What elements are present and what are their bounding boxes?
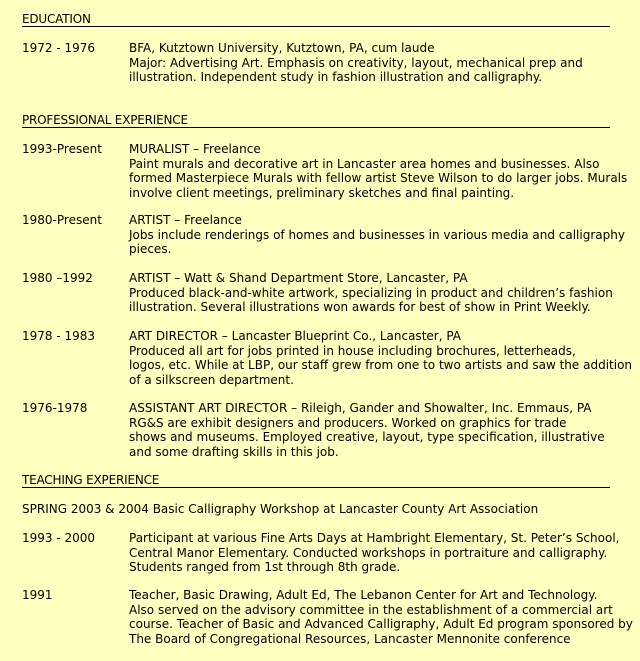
entry-date: 1993-Present xyxy=(22,142,102,156)
entry-line: involve client meetings, preliminary sketches and final painting. xyxy=(129,185,515,200)
entry-line: illustration. Several illustrations won awards for best of show in Print Weekly. xyxy=(129,300,591,314)
entry-date: 1978 - 1983 xyxy=(22,329,96,343)
entry-description xyxy=(129,401,622,459)
entry-line: logos, etc. While at LBP, our staff grew from one to two artists and saw the addition xyxy=(129,358,633,372)
entry-line: ARTIST – Watt & Shand Department Store, Lancaster, PA xyxy=(129,271,468,285)
teaching-intro: SPRING 2003 & 2004 Basic Calligraphy Workshop at Lancaster County Art Association xyxy=(22,502,539,516)
entry-line: of a silkscreen department. xyxy=(129,372,294,387)
entry-line: Also served on the advisory committee in the establishment of a commercial art xyxy=(129,602,613,617)
entry-line: Teacher, Basic Drawing, Adult Ed, The Lebanon Center for Art and Technology. xyxy=(129,588,598,602)
entry-description xyxy=(129,588,633,646)
entry-date: 1980 –1992 xyxy=(22,271,93,285)
entry-line: Participant at various Fine Arts Days at Hambright Elementary, St. Peter’s School, xyxy=(129,531,620,545)
entry-date: 1980-Present xyxy=(22,213,102,227)
entry-line: course. Teacher of Basic and Advanced Calligraphy, Adult Ed program sponsored by xyxy=(129,617,633,631)
entry-line: ART DIRECTOR – Lancaster Blueprint Co., Lancaster, PA xyxy=(129,329,462,343)
entry-line: pieces. xyxy=(129,242,172,256)
entry-line: Major: Advertising Art. Emphasis on creativity, layout, mechanical prep and xyxy=(129,55,583,70)
entry-line: Produced black-and-white artwork, specializing in product and children’s fashion xyxy=(129,285,613,300)
entry-line: Produced all art for jobs printed in house including brochures, letterheads, xyxy=(129,343,576,358)
entry-description xyxy=(129,142,628,200)
entry-date: 1991 xyxy=(22,588,53,602)
entry-line: ARTIST – Freelance xyxy=(129,213,242,227)
entry-line: Jobs include renderings of homes and businesses in various media and calligraphy xyxy=(129,227,625,242)
entry-line: MURALIST – Freelance xyxy=(129,142,261,156)
entry-line: The Board of Congregational Resources, Lancaster Mennonite conference xyxy=(129,631,571,646)
entry-date: 1976-1978 xyxy=(22,401,88,415)
section-heading-education: EDUCATION xyxy=(22,12,610,27)
entry-line: Paint murals and decorative art in Lancaster area homes and businesses. Also xyxy=(129,156,600,171)
entry-line: shows and museums. Employed creative, layout, type specification, illustrative xyxy=(129,430,605,444)
entry-line: RG&S are exhibit designers and producers. Worked on graphics for trade xyxy=(129,415,567,430)
entry-line: formed Masterpiece Murals with fellow artist Steve Wilson to do larger jobs. Murals xyxy=(129,171,628,185)
entry-description xyxy=(129,213,625,257)
entry-line: Central Manor Elementary. Conducted workshops in portraiture and calligraphy. xyxy=(129,545,608,560)
entry-line: illustration. Independent study in fashion illustration and calligraphy. xyxy=(129,70,543,84)
entry-description xyxy=(129,329,633,387)
section-heading-professional: PROFESSIONAL EXPERIENCE xyxy=(22,113,610,128)
entry-line: ASSISTANT ART DIRECTOR – Rileigh, Gander and Showalter, Inc. Emmaus, PA xyxy=(129,401,592,415)
entry-date: 1993 - 2000 xyxy=(22,531,96,545)
entry-description xyxy=(129,41,622,85)
entry-description xyxy=(129,531,622,575)
entry-line: and some drafting skills in this job. xyxy=(129,444,339,459)
entry-line: BFA, Kutztown University, Kutztown, PA, cum laude xyxy=(129,41,435,55)
entry-description xyxy=(129,271,622,315)
entry-date: 1972 - 1976 xyxy=(22,41,96,55)
section-heading-teaching: TEACHING EXPERIENCE xyxy=(22,473,610,488)
entry-line: Students ranged from 1st through 8th grade. xyxy=(129,560,401,574)
